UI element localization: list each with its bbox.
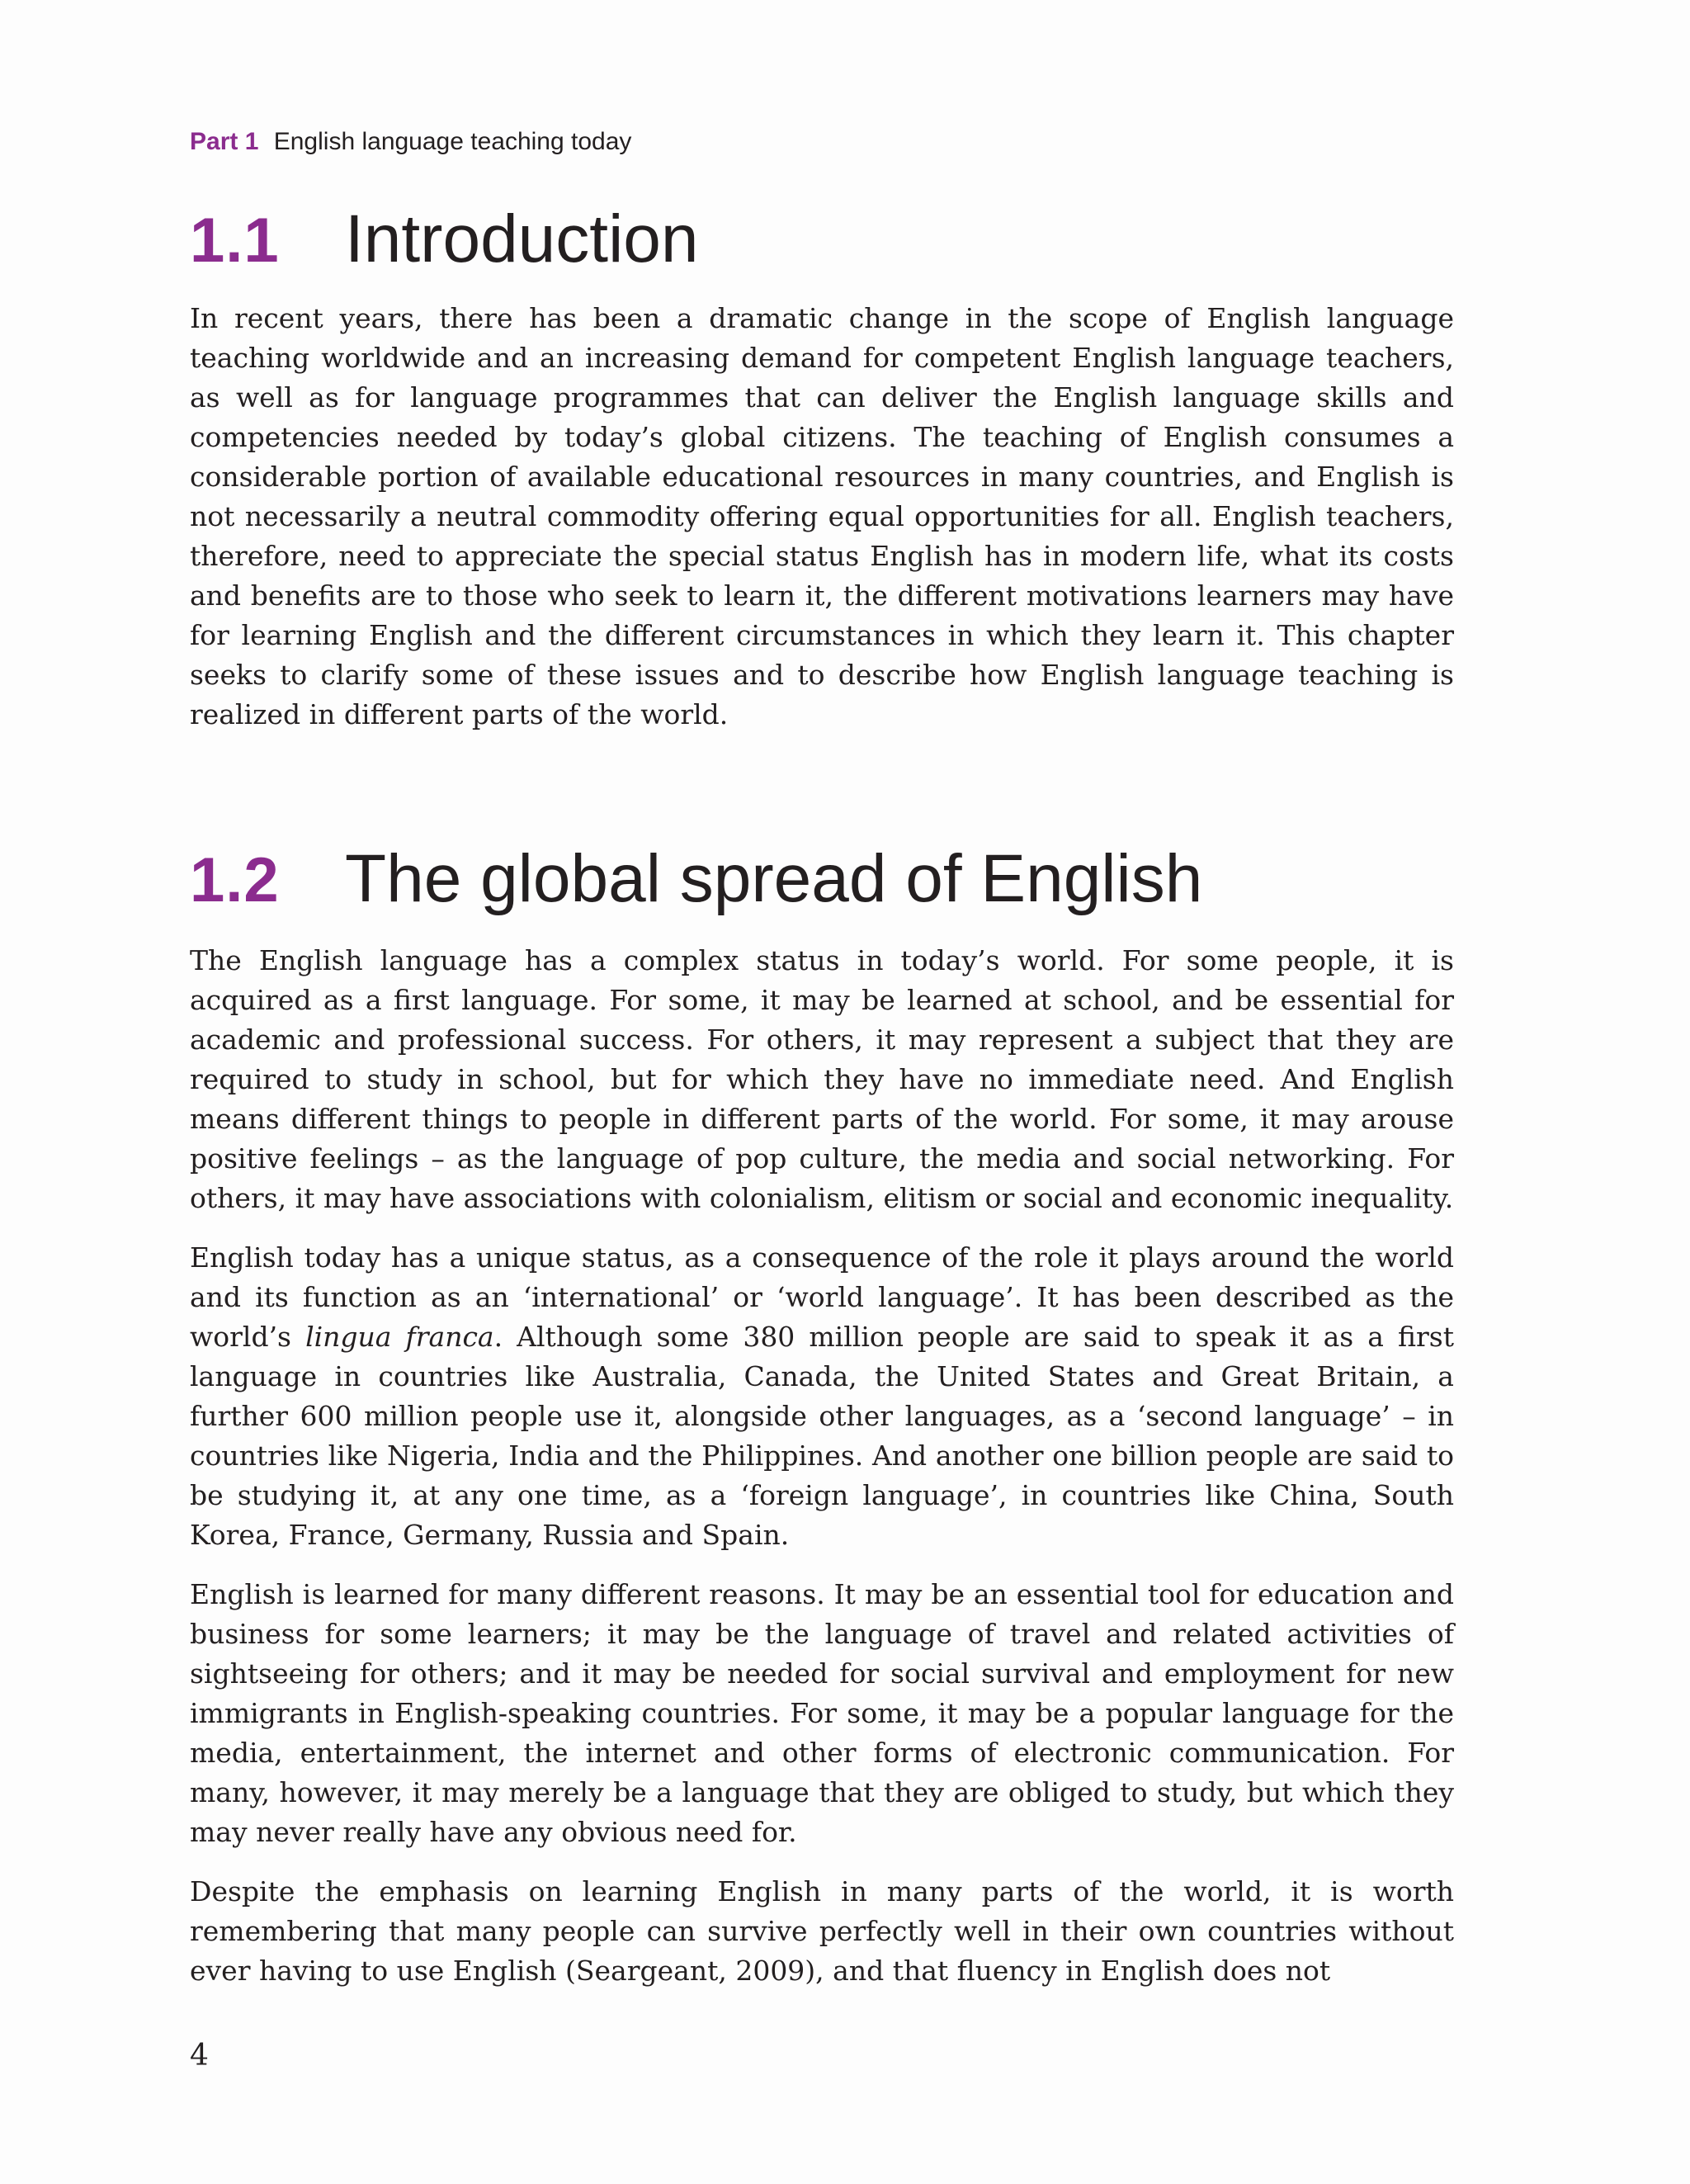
paragraph: Despite the emphasis on learning English in many parts of the world, it is worth remembering that many people can survive perfectly well in their own countries without ever having to use English (Seargeant, 2009), and that fluency in English does not (190, 1875, 1454, 1987)
section-title: Introduction (345, 201, 699, 277)
paragraph-text: English today has a unique status, as a consequence of the role it plays around the world and its function as an ‘international’ or ‘world language’. It has been described as the world’s (190, 1241, 1454, 1353)
section-heading-1-1 (190, 201, 699, 278)
paragraph: The English language has a complex status in today’s world. For some people, it is acquired as a first language. For some, it may be learned at school, and be essential for academic and professional success. For others, it may represent a subject that they are required to study in school, but for which they have no immediate need. And English means different things to people in different parts of the world. For some, it may arouse positive feelings – as the language of pop culture, the media and social networking. For others, it may have associations with colonialism, elitism or social and economic inequality. (190, 944, 1454, 1214)
section-heading-1-2 (190, 840, 1202, 918)
paragraph-text: . Although some 380 million people are said to speak it as a first language in countries like Australia, Canada, the United States and Great Britain, a further 600 million people use it, alongside other languages, as a ‘second language’ – in countries like Nigeria, India and the Philippines. And another one billion people are said to be studying it, at any one time, as a ‘foreign language’, in countries like China, South Korea, France, Germany, Russia and Spain. (190, 1321, 1455, 1551)
section-number: 1.1 (190, 206, 280, 276)
paragraph: English is learned for many different reasons. It may be an essential tool for education and business for some learners; it may be the language of travel and related activities of sightseeing for others; and it may be needed for social survival and employment for new immigrants in English-speaking countries. For some, it may be a popular language for the media, entertainment, the internet and other forms of electronic communication. For many, however, it may merely be a language that they are obliged to study, but which they may never really have any obvious need for. (190, 1578, 1454, 1848)
paragraph-italic-term: lingua franca (305, 1321, 494, 1353)
section-1-2-body (190, 941, 1454, 1991)
running-head-title: English language teaching today (273, 128, 632, 155)
page-number: 4 (190, 2039, 209, 2073)
section-title: The global spread of English (345, 841, 1203, 916)
running-head-part: Part 1 (190, 128, 259, 155)
paragraph: In recent years, there has been a dramatic change in the scope of English language teaching worldwide and an increasing demand for competent English language teachers, as well as for language programmes that can deliver the English language skills and competencies needed by today’s global citizens. The teaching of English consumes a considerable portion of available educational resources in many countries, and English is not necessarily a neutral commodity offering equal opportunities for all. English teachers, therefore, need to appreciate the special status English has in modern life, what its costs and benefits are to those who seek to learn it, the different motivations learners may have for learning English and the different circumstances in which they learn it. This chapter seeks to clarify some of these issues and to describe how English language teaching is realized in different parts of the world. (190, 302, 1454, 730)
running-head (190, 128, 631, 156)
section-number: 1.2 (190, 845, 280, 915)
paragraph (190, 1238, 1454, 1555)
section-1-1-body (190, 299, 1454, 735)
